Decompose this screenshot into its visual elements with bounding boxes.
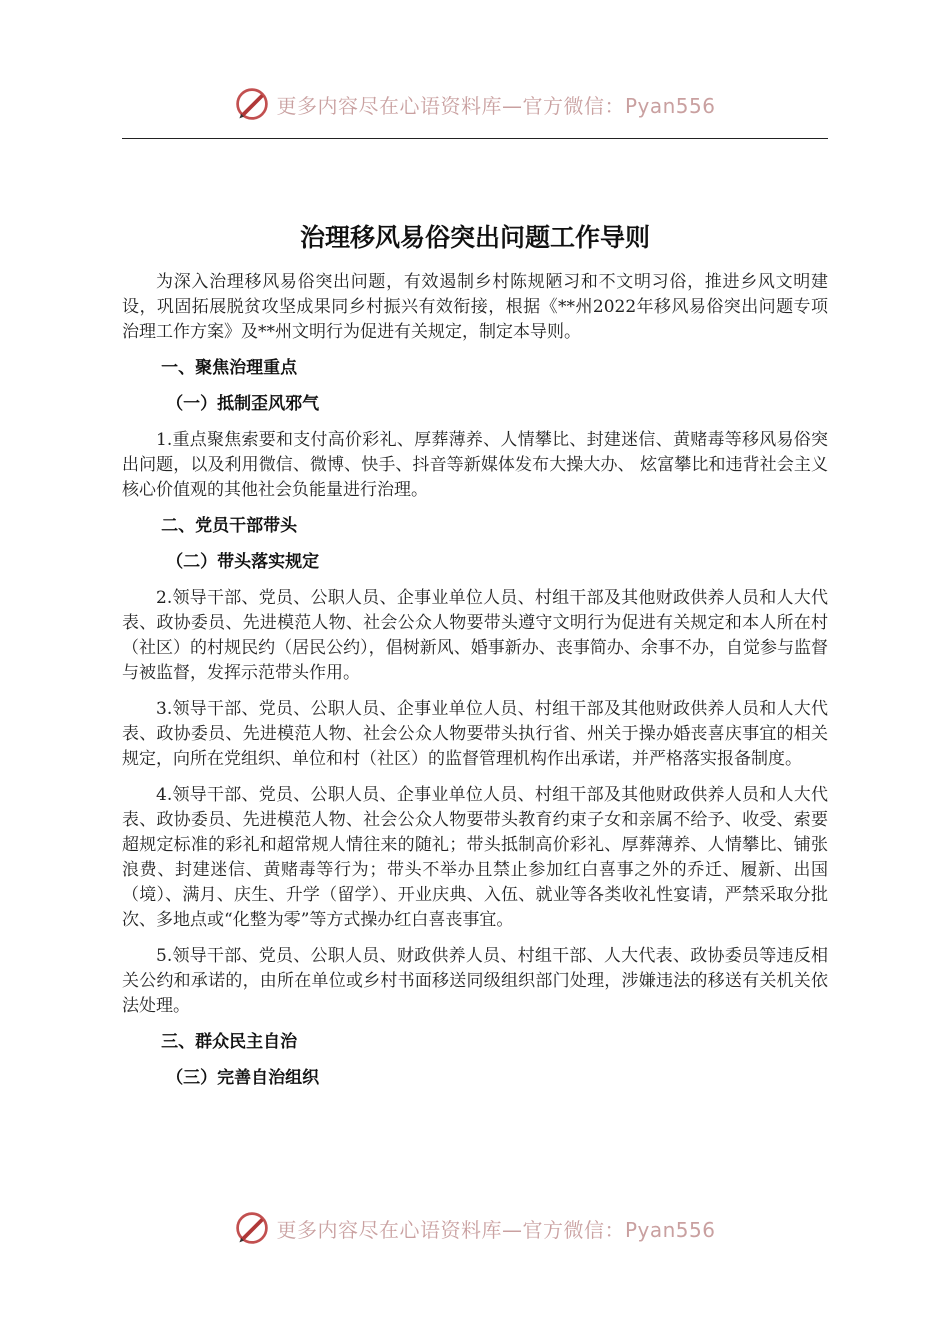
document-title: 治理移风易俗突出问题工作导则 xyxy=(299,223,650,252)
document-body xyxy=(122,218,828,1102)
pen-emblem-icon xyxy=(234,1210,270,1246)
header-watermark xyxy=(0,82,950,126)
paragraph-3: 3.领导干部、党员、公职人员、企事业单位人员、村组干部及其他财政供养人员和人大代表、政协委员、先进模范人物、社会公众人物要带头执行省、州关于操办婚丧喜庆事宜的相关规定，向所在党组织、单位和村（社区）的监督管理机构作出承诺，并严格落实报备制度。 xyxy=(122,699,828,769)
paragraph-5: 5.领导干部、党员、公职人员、财政供养人员、村组干部、人大代表、政协委员等违反相关公约和承诺的，由所在单位或乡村书面移送同级组织部门处理，涉嫌违法的移送有关机关依法处理。 xyxy=(122,946,828,1016)
section-heading: 二、党员干部带头 xyxy=(161,516,298,536)
section-heading: 三、群众民主自治 xyxy=(161,1032,298,1052)
footer-watermark xyxy=(0,1206,950,1250)
paragraph-2: 2.领导干部、党员、公职人员、企事业单位人员、村组干部及其他财政供养人员和人大代表、政协委员、先进模范人物、社会公众人物要带头遵守文明行为促进有关规定和本人所在村（社区）的村规民约（居民公约），倡树新风、婚事新办、丧事简办、余事不办，自觉参与监督与被监督，发挥示范带头作用。 xyxy=(122,588,828,683)
watermark-text: 更多内容尽在心语资料库—官方微信：Pyan556 xyxy=(276,93,716,118)
header-divider xyxy=(122,138,828,139)
paragraph-1: 1.重点聚焦索要和支付高价彩礼、厚葬薄养、人情攀比、封建迷信、黄赌毒等移风易俗突出问题，以及利用微信、微博、快手、抖音等新媒体发布大操大办、 炫富攀比和违背社会主义核心价值观的其他社会负能量进行治理。 xyxy=(122,430,828,500)
section-heading: 一、聚焦治理重点 xyxy=(161,358,298,378)
pen-emblem-icon xyxy=(234,86,270,122)
subsection-heading: （三）完善自治组织 xyxy=(166,1068,320,1088)
watermark-text: 更多内容尽在心语资料库—官方微信：Pyan556 xyxy=(276,1217,716,1242)
subsection-heading: （二）带头落实规定 xyxy=(166,552,320,572)
paragraph-4: 4.领导干部、党员、公职人员、企事业单位人员、村组干部及其他财政供养人员和人大代表、政协委员、先进模范人物、社会公众人物要带头教育约束子女和亲属不给予、收受、索要超规定标准的彩礼和超常规人情往来的随礼；带头抵制高价彩礼、厚葬薄养、人情攀比、铺张浪费、封建迷信、黄赌毒等行为；带头不举办且禁止参加红白喜事之外的乔迁、履新、出国（境）、满月、庆生、升学（留学）、开业庆典、入伍、就业等各类收礼性宴请，严禁采取分批次、多地点或“化整为零”等方式操办红白喜丧事宜。 xyxy=(122,785,828,930)
subsection-heading: （一）抵制歪风邪气 xyxy=(166,394,320,414)
intro-paragraph: 为深入治理移风易俗突出问题，有效遏制乡村陈规陋习和不文明习俗，推进乡风文明建设，巩固拓展脱贫攻坚成果同乡村振兴有效衔接，根据《**州2022年移风易俗突出问题专项治理工作方案》及**州文明行为促进有关规定，制定本导则。 xyxy=(122,272,828,342)
